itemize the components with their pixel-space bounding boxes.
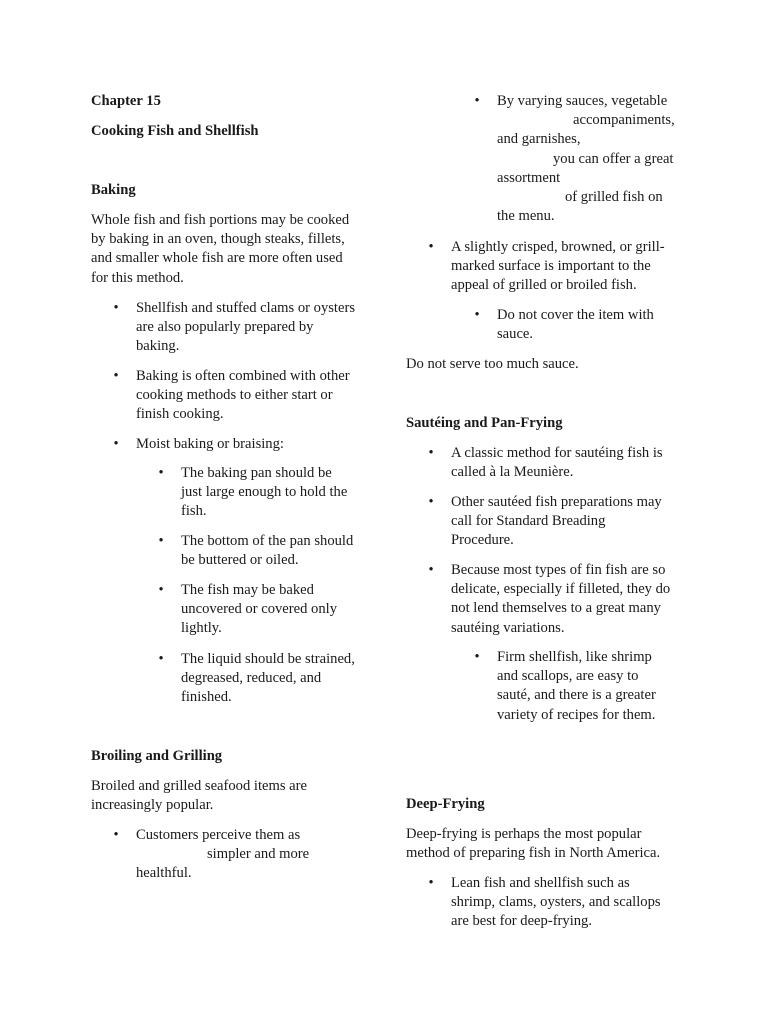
chapter-label: Chapter 15 bbox=[91, 93, 161, 109]
text-line: Firm shellfish, like shrimp bbox=[497, 649, 652, 665]
bullet-icon: • bbox=[428, 494, 434, 510]
text-line: Baking is often combined with other bbox=[136, 368, 350, 384]
text-line: Whole fish and fish portions may be cooked bbox=[91, 212, 350, 228]
text-line: and scallops, are easy to bbox=[497, 668, 639, 685]
text-line: Moist baking or braising: bbox=[136, 436, 284, 452]
text-line: by baking in an oven, though steaks, fillets, bbox=[91, 231, 345, 248]
list-item bbox=[497, 306, 654, 344]
list-item bbox=[136, 826, 376, 884]
list-item bbox=[181, 650, 355, 708]
bullet-icon: • bbox=[113, 300, 119, 316]
text-line: uncovered or covered only bbox=[181, 601, 338, 618]
text-line: call for Standard Breading bbox=[451, 513, 606, 530]
bullet-icon: • bbox=[428, 562, 434, 578]
heading-sauteing: Sautéing and Pan-Frying bbox=[406, 415, 563, 431]
text-line: are best for deep-frying. bbox=[451, 913, 593, 930]
text-line: the menu. bbox=[497, 208, 555, 225]
text-line: finish cooking. bbox=[136, 406, 224, 423]
text-line: A slightly crisped, browned, or grill- bbox=[451, 239, 665, 255]
text-line: method of preparing fish in North America. bbox=[406, 845, 661, 862]
text-line: shrimp, clams, oysters, and scallops bbox=[451, 894, 661, 911]
text-line: called à la Meunière. bbox=[451, 464, 574, 481]
paragraph-deep-frying bbox=[406, 825, 660, 863]
text-line: cooking methods to either start or bbox=[136, 387, 333, 404]
text-line: Broiled and grilled seafood items are bbox=[91, 778, 307, 794]
list-item bbox=[451, 561, 670, 638]
text-line: sauté, and there is a greater bbox=[497, 687, 656, 704]
text-line: for this method. bbox=[91, 269, 184, 286]
text-line: not lend themselves to a great many bbox=[451, 600, 661, 617]
text-line: The liquid should be strained, bbox=[181, 651, 355, 667]
text-line: The baking pan should be bbox=[181, 465, 332, 481]
text-line: healthful. bbox=[136, 865, 192, 882]
text-line: sautéing variations. bbox=[451, 619, 565, 636]
bullet-icon: • bbox=[428, 875, 434, 891]
paragraph-sauce-note: Do not serve too much sauce. bbox=[406, 356, 579, 372]
text-line: just large enough to hold the bbox=[181, 484, 348, 501]
text-line: accompaniments, bbox=[573, 112, 675, 129]
text-line: are also popularly prepared by bbox=[136, 319, 314, 336]
list-item bbox=[451, 874, 661, 932]
list-item bbox=[451, 493, 662, 551]
text-line: finished. bbox=[181, 689, 232, 706]
bullet-icon: • bbox=[428, 239, 434, 255]
text-line: The fish may be baked bbox=[181, 582, 314, 598]
text-line: Other sautéed fish preparations may bbox=[451, 494, 662, 510]
text-line: variety of recipes for them. bbox=[497, 706, 656, 723]
text-line: A classic method for sautéing fish is bbox=[451, 445, 663, 461]
list-item bbox=[451, 238, 665, 296]
list-item bbox=[181, 532, 353, 570]
heading-broiling: Broiling and Grilling bbox=[91, 748, 223, 764]
bullet-icon: • bbox=[158, 465, 164, 481]
text-line: lightly. bbox=[181, 620, 222, 637]
text-line: simpler and more bbox=[207, 846, 310, 863]
text-line: fish. bbox=[181, 503, 207, 520]
text-line: and smaller whole fish are more often used bbox=[91, 250, 343, 267]
bullet-icon: • bbox=[474, 93, 480, 109]
heading-baking: Baking bbox=[91, 182, 136, 198]
paragraph-broiling bbox=[91, 777, 307, 815]
text-line: appeal of grilled or broiled fish. bbox=[451, 277, 637, 294]
text-line: increasingly popular. bbox=[91, 797, 214, 814]
text-line: degreased, reduced, and bbox=[181, 670, 322, 687]
text-line: Shellfish and stuffed clams or oysters bbox=[136, 300, 356, 316]
text-line: The bottom of the pan should bbox=[181, 533, 354, 549]
bullet-icon: • bbox=[113, 436, 119, 452]
text-line: Lean fish and shellfish such as bbox=[451, 875, 630, 891]
list-item bbox=[497, 92, 697, 226]
text-line: you can offer a great bbox=[553, 150, 674, 167]
chapter-title: Cooking Fish and Shellfish bbox=[91, 123, 259, 139]
text-line: marked surface is important to the bbox=[451, 258, 651, 275]
text-line: Procedure. bbox=[451, 532, 514, 549]
heading-deep-frying: Deep-Frying bbox=[406, 796, 485, 812]
list-item bbox=[136, 299, 355, 357]
list-item bbox=[136, 367, 350, 425]
text-line: Deep-frying is perhaps the most popular bbox=[406, 826, 642, 842]
bullet-icon: • bbox=[113, 827, 119, 843]
bullet-icon: • bbox=[474, 649, 480, 665]
list-item bbox=[181, 464, 347, 522]
text-line: Because most types of fin fish are so bbox=[451, 562, 666, 578]
text-line: and garnishes, bbox=[497, 131, 581, 148]
bullet-icon: • bbox=[158, 533, 164, 549]
bullet-icon: • bbox=[428, 445, 434, 461]
text-line: baking. bbox=[136, 338, 180, 355]
text-line: of grilled fish on bbox=[565, 189, 663, 206]
list-item bbox=[181, 581, 337, 639]
list-item bbox=[451, 444, 663, 482]
bullet-icon: • bbox=[113, 368, 119, 384]
text-line: sauce. bbox=[497, 326, 534, 343]
text-line: assortment bbox=[497, 169, 561, 186]
bullet-icon: • bbox=[158, 651, 164, 667]
text-line: be buttered or oiled. bbox=[181, 552, 299, 569]
text-line: Do not cover the item with bbox=[497, 307, 654, 323]
text-line: delicate, especially if filleted, they do bbox=[451, 581, 671, 598]
text-line: Customers perceive them as bbox=[136, 827, 301, 843]
text-line: By varying sauces, vegetable bbox=[497, 93, 668, 109]
list-item bbox=[497, 648, 656, 725]
list-item bbox=[136, 435, 284, 454]
bullet-icon: • bbox=[158, 582, 164, 598]
bullet-icon: • bbox=[474, 307, 480, 323]
paragraph-baking bbox=[91, 211, 349, 288]
